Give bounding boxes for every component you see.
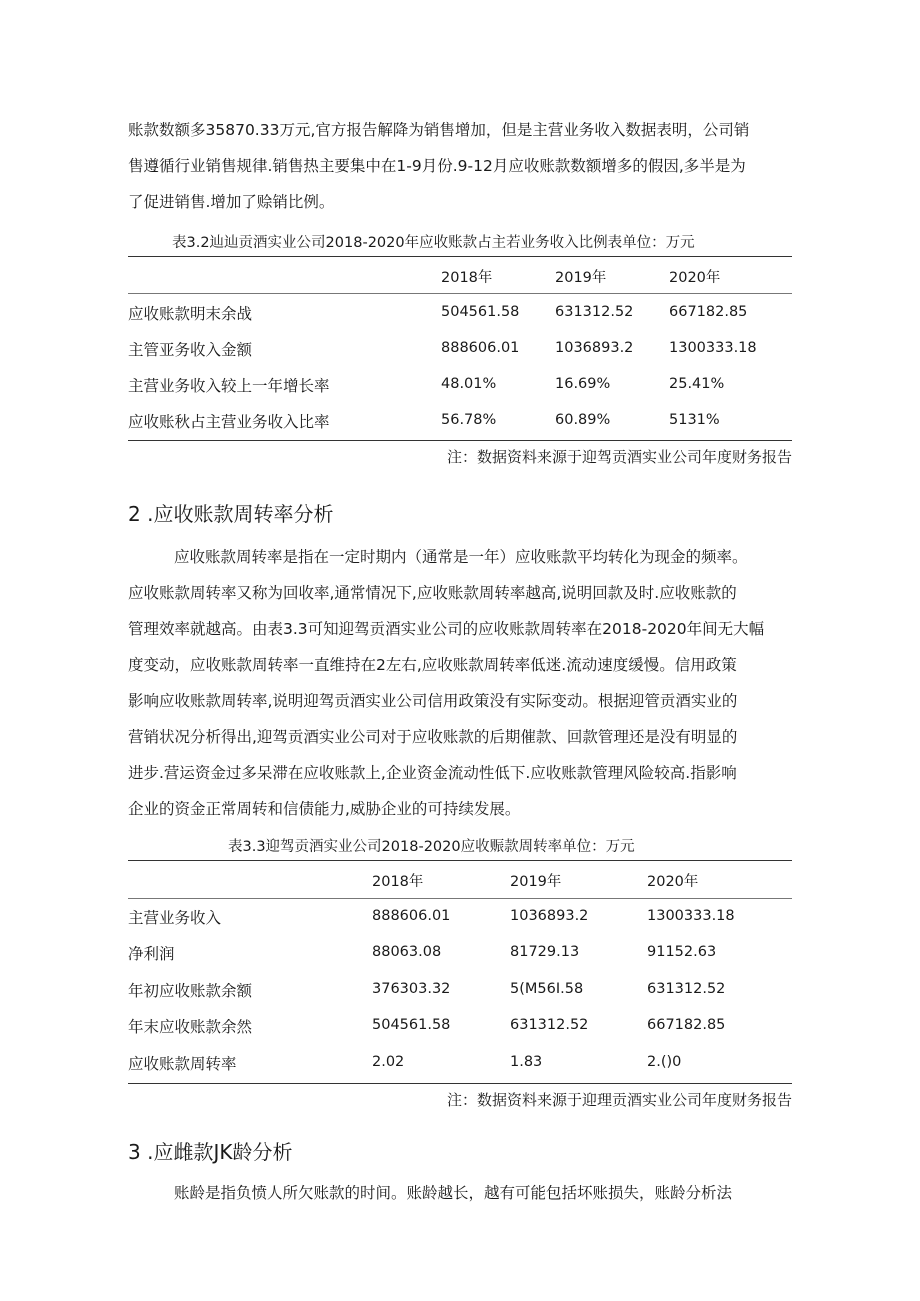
intro-line: 账款数额多35870.33万元,官方报告解降为销售增加，但是主营业务收入数据表明，公司销 — [128, 121, 750, 139]
paragraph-line: 应收账款周转率是指在一定时期内（通常是一年）应收账款平均转化为现金的频率。 — [174, 548, 748, 566]
table2-header-rule — [128, 898, 792, 899]
section3-paragraph — [128, 1175, 796, 1211]
table2-caption: 表3.3迎驾贡酒实业公司2018-2020应收赈款周转率单位：万元 — [228, 839, 635, 855]
cell-2018: 56.78% — [441, 412, 497, 428]
table2-header-2019: 2019年 — [510, 874, 562, 890]
cell-2018: 888606.01 — [441, 340, 520, 356]
paragraph-line: 应收账款周转率又称为回收率,通常情况下,应收账款周转率越高,说明回款及时.应收账款的 — [128, 584, 737, 602]
row-label: 年末应收账款余然 — [128, 1018, 253, 1036]
cell-2020: 1300333.18 — [669, 340, 757, 356]
cell-2018: 88063.08 — [372, 944, 442, 960]
cell-2020: 667182.85 — [669, 304, 748, 320]
cell-2019: 1.83 — [510, 1054, 543, 1070]
cell-2020: 2.()0 — [647, 1054, 682, 1070]
cell-2019: 60.89% — [555, 412, 611, 428]
cell-2020: 631312.52 — [647, 981, 726, 997]
cell-2019: 81729.13 — [510, 944, 580, 960]
table2-note: 注：数据资料来源于迎理贡酒实业公司年度财务报告 — [446, 1091, 792, 1109]
table1-top-rule — [128, 256, 792, 257]
cell-2018: 888606.01 — [372, 908, 451, 924]
row-label: 主营业务收入 — [128, 909, 222, 927]
row-label: 应收账款周转率 — [128, 1055, 237, 1073]
cell-2020: 25.41% — [669, 376, 725, 392]
section3-heading: 3 .应雌款JK龄分析 — [128, 1140, 293, 1164]
cell-2020: 5131% — [669, 412, 720, 428]
cell-2020: 667182.85 — [647, 1017, 726, 1033]
cell-2018: 2.02 — [372, 1054, 405, 1070]
row-label: 主营业务收入较上一年增长率 — [128, 377, 330, 395]
table2-header-2020: 2020年 — [647, 874, 699, 890]
table1-header-2019: 2019年 — [555, 270, 607, 286]
paragraph-line: 营销状况分析得出,迎驾贡酒实业公司对于应收账款的后期催款、回款管理还是没有明显的 — [128, 728, 738, 746]
intro-line: 了促进销售.增加了赊销比例。 — [128, 193, 335, 211]
cell-2019: 631312.52 — [555, 304, 634, 320]
row-label: 年初应收账款余额 — [128, 982, 253, 1000]
cell-2019: 1036893.2 — [555, 340, 634, 356]
row-label: 主管亚务收入金额 — [128, 341, 253, 359]
section2-paragraph — [128, 539, 796, 827]
cell-2018: 504561.58 — [441, 304, 520, 320]
section2-heading: 2 .应收账款周转率分析 — [128, 502, 334, 526]
paragraph-line: 进步.营运资金过多呆滞在应收账款上,企业资金流动性低下.应收账款管理风险较高.指影响 — [128, 764, 737, 782]
table1-header-2020: 2020年 — [669, 270, 721, 286]
table2-top-rule — [128, 860, 792, 861]
cell-2018: 376303.32 — [372, 981, 451, 997]
table2-bottom-rule — [128, 1083, 792, 1084]
paragraph-line: 账龄是指负愤人所欠账款的时间。账龄越长，越有可能包括坏账损失，账龄分析法 — [174, 1184, 733, 1202]
table2-header-2018: 2018年 — [372, 874, 424, 890]
row-label: 应收账秋占主营业务收入比率 — [128, 413, 330, 431]
table1-header-rule — [128, 293, 792, 294]
paragraph-line: 影响应收账款周转率,说明迎驾贡酒实业公司信用政策没有实际变动。根据迎管贡酒实业的 — [128, 692, 738, 710]
table1-bottom-rule — [128, 440, 792, 441]
paragraph-line: 企业的资金正常周转和信债能力,威胁企业的可持续发展。 — [128, 800, 521, 818]
table1-header-2018: 2018年 — [441, 270, 493, 286]
intro-line: 售遵循行业销售规律.销售热主要集中在1-9月份.9-12月应收账款数额增多的假因,多半是为 — [128, 157, 746, 175]
cell-2019: 5(M56I.58 — [510, 981, 584, 997]
cell-2018: 48.01% — [441, 376, 497, 392]
cell-2019: 1036893.2 — [510, 908, 589, 924]
table1-caption: 表3.2辿辿贡酒实业公司2018-2020年应收账款占主若业务收入比例表单位：万元 — [172, 235, 695, 251]
cell-2020: 1300333.18 — [647, 908, 735, 924]
cell-2019: 631312.52 — [510, 1017, 589, 1033]
table1-note: 注：数据资料来源于迎驾贡酒实业公司年度财务报告 — [446, 448, 792, 466]
paragraph-line: 管理效率就越高。由表3.3可知迎驾贡酒实业公司的应收账款周转率在2018-2020年间无大幅 — [128, 620, 765, 638]
cell-2020: 91152.63 — [647, 944, 717, 960]
row-label: 净利润 — [128, 945, 175, 963]
cell-2018: 504561.58 — [372, 1017, 451, 1033]
row-label: 应收账款明末余战 — [128, 305, 253, 323]
paragraph-line: 度变动，应收账款周转率一直维持在2左右,应收账款周转率低迷.流动速度缓慢。信用政策 — [128, 656, 737, 674]
intro-paragraph — [128, 112, 796, 220]
cell-2019: 16.69% — [555, 376, 611, 392]
